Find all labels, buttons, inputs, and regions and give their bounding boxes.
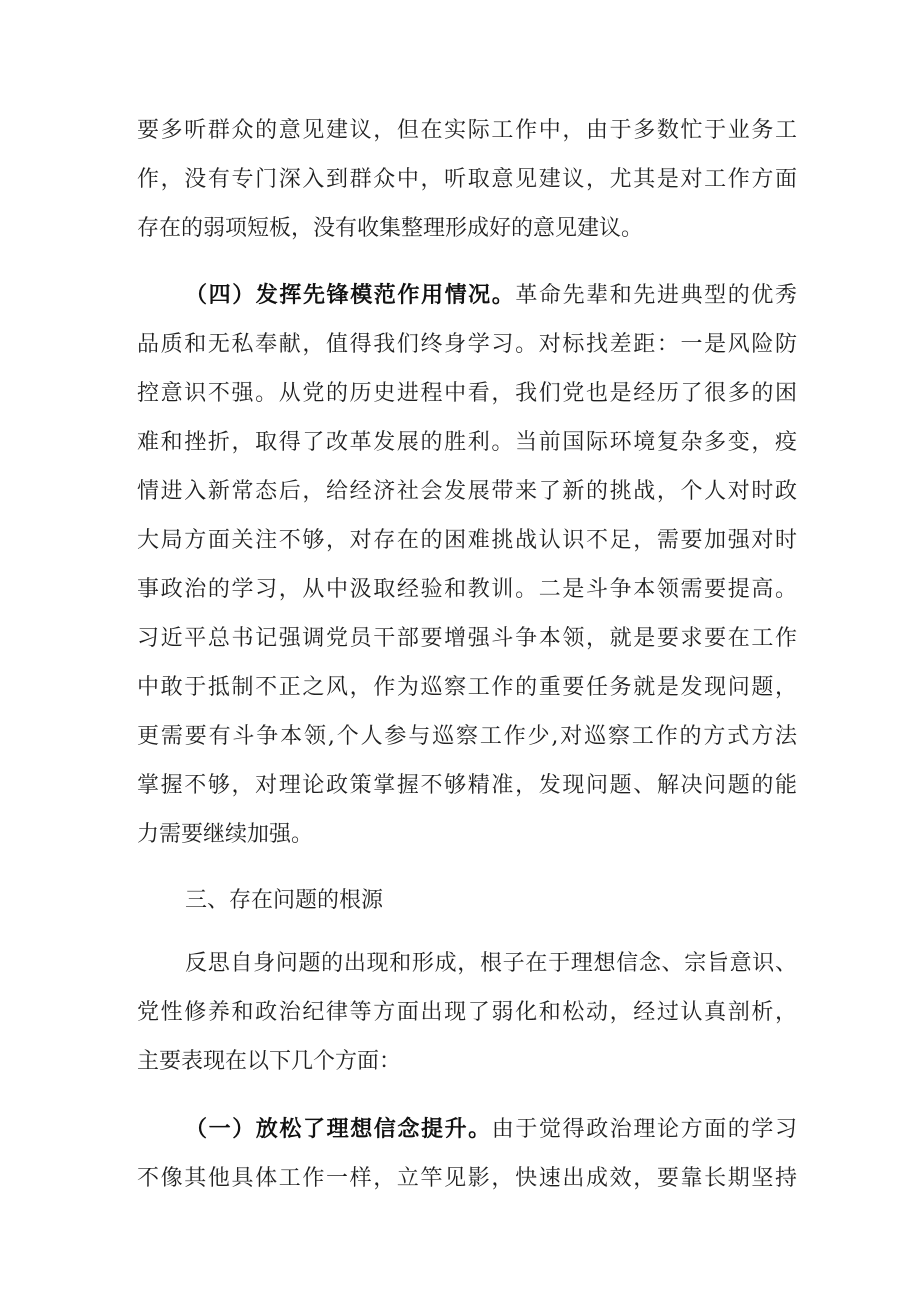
paragraph-line: 主要表现在以下几个方面： xyxy=(137,1049,402,1074)
section-four-heading: （四）发挥先锋模范作用情况。 xyxy=(185,283,516,308)
paragraph-line: 要多听群众的意见建议，但在实际工作中，由于多数忙于业务工 xyxy=(137,118,797,143)
paragraph-line: 更需要有斗争本领,个人参与巡察工作少,对巡察工作的方式方法 xyxy=(137,724,797,749)
paragraph-line: 存在的弱项短板，没有收集整理形成好的意见建议。 xyxy=(137,216,644,241)
section-four-first-line xyxy=(185,276,797,316)
paragraph-line: 掌握不够，对理论政策掌握不够精准，发现问题、解决问题的能 xyxy=(137,773,797,798)
paragraph-line: 不像其他具体工作一样，立竿见影，快速出成效，要靠长期坚持 xyxy=(137,1166,797,1191)
item-one-first-line xyxy=(185,1110,797,1150)
paragraph-line: 力需要继续加强。 xyxy=(137,822,314,847)
section-three-heading: 三、存在问题的根源 xyxy=(185,888,384,913)
item-one-first-line-text: 由于觉得政治理论方面的学习 xyxy=(491,1117,797,1142)
item-one-heading: （一）放松了理想信念提升。 xyxy=(185,1117,492,1142)
paragraph-line: 中敢于抵制不正之风，作为巡察工作的重要任务就是发现问题， xyxy=(137,675,797,700)
paragraph-line: 反思自身问题的出现和形成，根子在于理想信念、宗旨意识、 xyxy=(185,951,797,976)
section-four-first-line-text: 革命先辈和先进典型的优秀 xyxy=(515,283,797,308)
paragraph-line: 党性修养和政治纪律等方面出现了弱化和松动，经过认真剖析， xyxy=(137,1000,797,1025)
paragraph-line: 事政治的学习，从中汲取经验和教训。二是斗争本领需要提高。 xyxy=(137,577,797,602)
paragraph-line: 大局方面关注不够，对存在的困难挑战认识不足，需要加强对时 xyxy=(137,528,797,553)
paragraph-line: 作，没有专门深入到群众中，听取意见建议，尤其是对工作方面 xyxy=(137,167,797,192)
paragraph-line: 品质和无私奉献，值得我们终身学习。对标找差距：一是风险防 xyxy=(137,332,797,357)
paragraph-line: 习近平总书记强调党员干部要增强斗争本领，就是要求要在工作 xyxy=(137,626,797,651)
paragraph-line: 控意识不强。从党的历史进程中看，我们党也是经历了很多的困 xyxy=(137,381,797,406)
paragraph-line: 难和挫折，取得了改革发展的胜利。当前国际环境复杂多变，疫 xyxy=(137,430,797,455)
paragraph-line: 情进入新常态后，给经济社会发展带来了新的挑战，个人对时政 xyxy=(137,479,797,504)
